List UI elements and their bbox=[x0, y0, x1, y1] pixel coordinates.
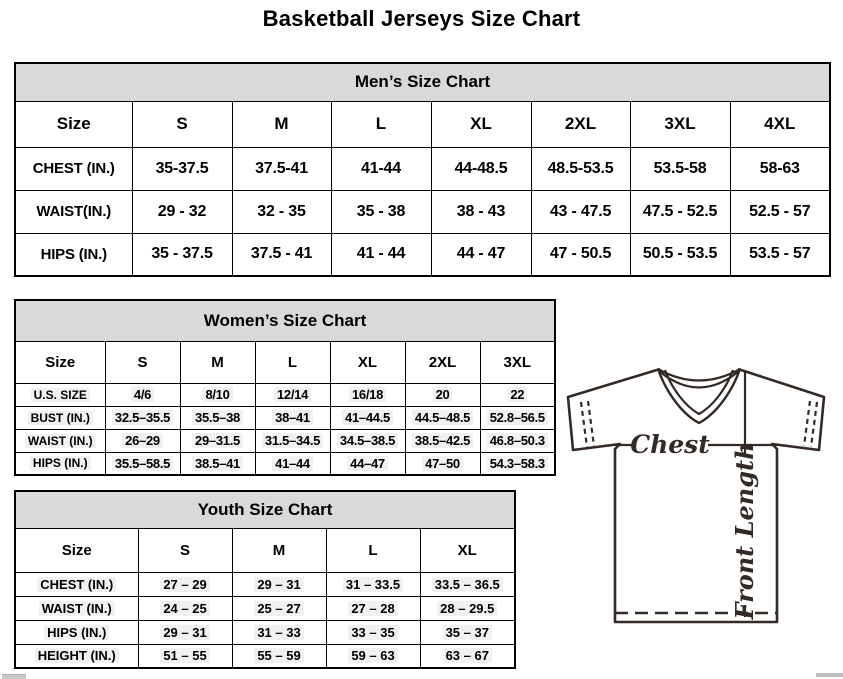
value-cell: 38–41 bbox=[255, 406, 330, 429]
jersey-body-outline bbox=[568, 369, 824, 622]
value-cell: 48.5-53.5 bbox=[531, 147, 630, 190]
table-title-row bbox=[15, 491, 515, 528]
value-cell: 32.5–35.5 bbox=[105, 406, 180, 429]
value-cell: 46.8–50.3 bbox=[480, 429, 555, 452]
value-cell: 38.5–41 bbox=[180, 452, 255, 475]
value-cell: 47.5 - 52.5 bbox=[630, 190, 730, 233]
value-cell: 29 – 31 bbox=[138, 620, 232, 644]
column-header: Size bbox=[15, 341, 105, 383]
value-cell: 20 bbox=[405, 383, 480, 406]
value-cell: 22 bbox=[480, 383, 555, 406]
row-label: WAIST (IN.) bbox=[15, 596, 138, 620]
table-row bbox=[15, 429, 555, 452]
value-cell: 29–31.5 bbox=[180, 429, 255, 452]
value-cell: 58-63 bbox=[730, 147, 830, 190]
row-label: U.S. SIZE bbox=[15, 383, 105, 406]
value-cell: 33 – 35 bbox=[326, 620, 420, 644]
table-row bbox=[15, 147, 830, 190]
value-cell: 37.5 - 41 bbox=[232, 233, 331, 276]
horizontal-scrollbar-thumb-right[interactable] bbox=[816, 673, 843, 677]
table-title: Men’s Size Chart bbox=[15, 63, 830, 101]
youth-size-chart-table bbox=[14, 490, 516, 669]
column-header: XL bbox=[420, 528, 515, 572]
column-header: 4XL bbox=[730, 101, 830, 147]
column-header: L bbox=[255, 341, 330, 383]
front-length-label: Front Length bbox=[730, 442, 759, 620]
column-header: L bbox=[331, 101, 431, 147]
column-header: XL bbox=[330, 341, 405, 383]
value-cell: 31 – 33.5 bbox=[326, 572, 420, 596]
value-cell: 41–44 bbox=[255, 452, 330, 475]
value-cell: 52.5 - 57 bbox=[730, 190, 830, 233]
value-cell: 51 – 55 bbox=[138, 644, 232, 668]
value-cell: 35.5–58.5 bbox=[105, 452, 180, 475]
column-header: 2XL bbox=[531, 101, 630, 147]
row-label: CHEST (IN.) bbox=[15, 147, 132, 190]
value-cell: 24 – 25 bbox=[138, 596, 232, 620]
value-cell: 63 – 67 bbox=[420, 644, 515, 668]
value-cell: 41–44.5 bbox=[330, 406, 405, 429]
value-cell: 32 - 35 bbox=[232, 190, 331, 233]
womens-size-chart-table bbox=[14, 299, 556, 476]
table-title: Women’s Size Chart bbox=[15, 300, 555, 341]
value-cell: 25 – 27 bbox=[232, 596, 326, 620]
jersey-measurement-diagram bbox=[556, 356, 842, 656]
value-cell: 37.5-41 bbox=[232, 147, 331, 190]
column-header: XL bbox=[431, 101, 531, 147]
row-label: HIPS (IN.) bbox=[15, 620, 138, 644]
column-header: S bbox=[105, 341, 180, 383]
table-title: Youth Size Chart bbox=[15, 491, 515, 528]
table-row bbox=[15, 190, 830, 233]
column-header: 3XL bbox=[630, 101, 730, 147]
row-label: HIPS (IN.) bbox=[15, 233, 132, 276]
row-label: BUST (IN.) bbox=[15, 406, 105, 429]
column-header: M bbox=[232, 101, 331, 147]
value-cell: 34.5–38.5 bbox=[330, 429, 405, 452]
column-header: Size bbox=[15, 528, 138, 572]
column-header-row bbox=[15, 341, 555, 383]
value-cell: 53.5-58 bbox=[630, 147, 730, 190]
value-cell: 47 - 50.5 bbox=[531, 233, 630, 276]
table-title-row bbox=[15, 300, 555, 341]
table-row bbox=[15, 383, 555, 406]
row-label: WAIST(IN.) bbox=[15, 190, 132, 233]
value-cell: 35.5–38 bbox=[180, 406, 255, 429]
page-title: Basketball Jerseys Size Chart bbox=[262, 6, 581, 31]
row-label: HIPS (IN.) bbox=[15, 452, 105, 475]
table-row bbox=[15, 644, 515, 668]
value-cell: 44–47 bbox=[330, 452, 405, 475]
value-cell: 8/10 bbox=[180, 383, 255, 406]
row-label: HEIGHT (IN.) bbox=[15, 644, 138, 668]
value-cell: 29 – 31 bbox=[232, 572, 326, 596]
value-cell: 4/6 bbox=[105, 383, 180, 406]
column-header: L bbox=[326, 528, 420, 572]
value-cell: 55 – 59 bbox=[232, 644, 326, 668]
value-cell: 35 - 38 bbox=[331, 190, 431, 233]
value-cell: 41-44 bbox=[331, 147, 431, 190]
table-title-row bbox=[15, 63, 830, 101]
row-label: WAIST (IN.) bbox=[15, 429, 105, 452]
column-header: S bbox=[138, 528, 232, 572]
value-cell: 50.5 - 53.5 bbox=[630, 233, 730, 276]
value-cell: 26–29 bbox=[105, 429, 180, 452]
table-row bbox=[15, 233, 830, 276]
value-cell: 54.3–58.3 bbox=[480, 452, 555, 475]
value-cell: 35 - 37.5 bbox=[132, 233, 232, 276]
value-cell: 31 – 33 bbox=[232, 620, 326, 644]
value-cell: 52.8–56.5 bbox=[480, 406, 555, 429]
value-cell: 35-37.5 bbox=[132, 147, 232, 190]
jersey-outline-drawing bbox=[556, 356, 842, 656]
column-header-row bbox=[15, 528, 515, 572]
horizontal-scrollbar-thumb-left[interactable] bbox=[2, 674, 26, 679]
chest-label: Chest bbox=[630, 430, 710, 459]
table-row bbox=[15, 596, 515, 620]
value-cell: 38.5–42.5 bbox=[405, 429, 480, 452]
value-cell: 44.5–48.5 bbox=[405, 406, 480, 429]
column-header: S bbox=[132, 101, 232, 147]
value-cell: 16/18 bbox=[330, 383, 405, 406]
column-header: 2XL bbox=[405, 341, 480, 383]
value-cell: 59 – 63 bbox=[326, 644, 420, 668]
value-cell: 41 - 44 bbox=[331, 233, 431, 276]
table-row bbox=[15, 620, 515, 644]
value-cell: 43 - 47.5 bbox=[531, 190, 630, 233]
value-cell: 33.5 – 36.5 bbox=[420, 572, 515, 596]
value-cell: 44 - 47 bbox=[431, 233, 531, 276]
value-cell: 53.5 - 57 bbox=[730, 233, 830, 276]
value-cell: 28 – 29.5 bbox=[420, 596, 515, 620]
value-cell: 47–50 bbox=[405, 452, 480, 475]
value-cell: 31.5–34.5 bbox=[255, 429, 330, 452]
column-header: M bbox=[232, 528, 326, 572]
row-label: CHEST (IN.) bbox=[15, 572, 138, 596]
table-row bbox=[15, 572, 515, 596]
value-cell: 44-48.5 bbox=[431, 147, 531, 190]
value-cell: 38 - 43 bbox=[431, 190, 531, 233]
value-cell: 12/14 bbox=[255, 383, 330, 406]
value-cell: 35 – 37 bbox=[420, 620, 515, 644]
column-header: Size bbox=[15, 101, 132, 147]
table-row bbox=[15, 452, 555, 475]
column-header-row bbox=[15, 101, 830, 147]
mens-size-chart-table bbox=[14, 62, 831, 277]
value-cell: 29 - 32 bbox=[132, 190, 232, 233]
value-cell: 27 – 29 bbox=[138, 572, 232, 596]
column-header: 3XL bbox=[480, 341, 555, 383]
column-header: M bbox=[180, 341, 255, 383]
value-cell: 27 – 28 bbox=[326, 596, 420, 620]
table-row bbox=[15, 406, 555, 429]
